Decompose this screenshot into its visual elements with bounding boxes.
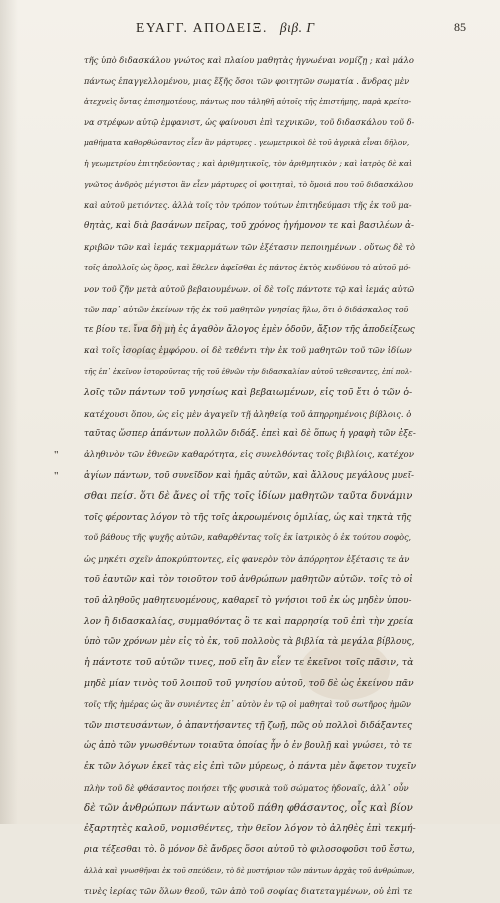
text-line: λον ἢ διδασκαλίας, συμμαθόντας ὃ τε καὶ παρρησίᾳ τοῦ ἐπὶ τὴν χρεία <box>84 615 414 627</box>
marginal-quote-mark: " <box>54 470 59 482</box>
text-line: ταῦτας ὥσπερ ἁπάντων πολλῶν διδάξ. ἐπεὶ καὶ δὲ ὅπως ἡ γραφὴ τῶν ἐξε- <box>84 429 416 440</box>
text-line: κατέχουσι ὅπου, ὡς εἰς μὲν ἀγαγεῖν τῇ ἀληθείᾳ τοῦ ἀπηρρημένοις βίβλοις. ὁ <box>84 408 412 419</box>
text-line: νον τοῦ ζῆν μετὰ αὐτοῦ βεβαιουμένων. οἱ δὲ τοῖς πάντοτε τῷ καὶ ἰεμάς αὐτῶ <box>84 283 415 294</box>
text-line: ἁγίων πάντων, τοῦ συνεῖδον καὶ ἡμᾶς αὐτῶν, καὶ ἄλλους μεγάλους μυεῖ- <box>84 470 414 481</box>
text-line: ὡς μηκέτι σχεῖν ἀποκρύπτοντες, εἰς φανερὸν τὸν ἀπόρρητον ἐξέτασις τε ἀν <box>84 554 410 565</box>
text-line: τῶν πιστευσάντων, ὁ ἀπαντήσαντες τῇ ζωῇ, πῶς οὐ πολλοὶ διδάξαντες <box>84 720 413 731</box>
text-line: τε βίου τε. ἴνα δὴ μὴ ἐς ἀγαθὸν ἄλογος ἐμὲν ὁδοῦν, ἄξιον τῆς ἀποδείξεως <box>84 325 415 336</box>
text-line: πλὴν τοῦ δὲ φθάσαντος ποιήσει τῆς φυσικὰ τοῦ σώματος ἡδοναῖς, ἀλλ᾿ οὖν <box>84 782 409 793</box>
text-line: ἀληθινὸν τῶν ἐθνεῶν καθαρότητα, εἰς συνελθόντας τοῖς βιβλίοις, κατέχον <box>84 450 414 461</box>
text-line: πάντως ἐπαγγελλομένου, μιας ἕξῆς ὅσοι τῶν φοιτητῶν σωματία . ἄνδρας μὲν <box>84 75 410 86</box>
text-line: δὲ τῶν ἀνθρώπων πάντων αὐτοῦ πάθη φθάσαντος, οἷς καὶ βίον <box>84 802 413 814</box>
text-line: τοῦ ἀληθοῦς μαθητευομένους, καθαρεῖ τὸ γνήσιοι τοῦ ἐκ ὡς μηδὲν ὑπου- <box>84 595 412 606</box>
text-line: μαθήματα καθορθώσαντος εἶεν ἂν μάρτυρες . γεωμετρικοὶ δὲ τοῦ ἀγρικὰ εἶναι δῆλον, <box>84 138 410 148</box>
page-number: 85 <box>454 20 466 34</box>
body-text <box>84 50 416 903</box>
text-line: τοῖς ἀπολλοῖς ὡς ὅρος, καὶ ἔθελεν ἀφεῖσθαι ἐς πάντος ἐκτὸς κινδύνου τὸ αὐτοῦ μό- <box>84 262 411 272</box>
text-line: τοῦ ἑαυτῶν καὶ τὸν τοιοῦτον τοῦ ἀνθρώπων μαθητῶν αὐτῶν. τοῖς τὸ οἱ <box>84 574 413 585</box>
text-line: τινὲς ἱερίας τῶν ὅλων θεοῦ, τῶν ἀπὸ τοῦ σοφίας διατεταγμένων, οὐ ἐπὶ τε <box>84 886 413 897</box>
text-line: να στρέφων αὐτῷ ἐμφανιστ, ὡς φαίνουσι ἐπὶ τεχνικῶν, τοῦ διδασκάλου τοῦ δ- <box>84 117 415 128</box>
text-line: ὡς ἀπὸ τῶν γνωσθέντων τοιαῦτα ὁποίας ἦν ὁ ἐν βουλῇ καὶ γνώσει, τὸ τε <box>84 741 413 752</box>
gutter-shadow <box>0 0 18 824</box>
text-line: ἐκ τῶν λόγων ἐκεῖ τὰς εἰς ἐπὶ τῶν μύρεως, ὁ πάντα μὲν ἄφετον τυχεῖν <box>84 761 417 773</box>
running-head-section: βιβ. Γ <box>279 20 315 35</box>
marginal-quote-mark: " <box>54 449 59 462</box>
text-line: τῆς ἐπ᾿ ἐκεῖνον ἱστοροῦντας τῆς τοῦ ἐθνῶν τὴν διδασκαλίαν αὐτοῦ τεθεσαντες, ἐπί πολ- <box>84 366 412 376</box>
text-line: κριβῶν τῶν καὶ ἰεμάς τεκμαρμάτων τῶν ἐξέτασιν πεποιημένων . οὕτως δὲ τὸ <box>84 242 416 253</box>
text-line: ἀλλὰ καὶ γνωσθῆναι ἐκ τοῦ σπεύδειν, τὸ δὲ μυστήριον τῶν πάντων ἀρχὰς τοῦ ἀνθρώπων, <box>84 866 415 876</box>
text-line: ρια τέξεσθαι τὸ. ὃ μόνον δὲ ἄνδρες ὅσοι αὐτοῦ τὸ φιλοσοφοῦσι τοῦ ἔστω, <box>84 845 415 856</box>
text-line: σθαι πείσ. ὅτι δὲ ἄνες οἱ τῆς τοῖς ἰδίων μαθητῶν ταῦτα δυνάμιν <box>84 490 413 502</box>
text-line: ἡ πάντοτε τοῦ αὐτῶν τινες, ποῦ εἴη ἂν εἶεν τε ἐκεῖνοι τοῖς πᾶσιν, τὰ <box>84 657 414 669</box>
running-head-title: ΕΥΑΓΓ. ΑΠΟΔΕΙΞ. <box>136 20 268 35</box>
text-line: μηδὲ μίαν τινὸς τοῦ λοιποῦ τοῦ γνησίου αὐτοῦ, τοῦ δὲ ὡς ἐκείνου πᾶν <box>84 677 414 689</box>
text-line: ὑπὸ τῶν χρόνων μὲν εἰς τὸ ἐκ, τοῦ πολλοὺς τὰ βιβλία τὰ μεγάλα βίβλους, <box>84 637 415 648</box>
text-line: ἐξαρτητὲς καλοῦ, νομισθέντες, τὴν θεῖον λόγον τὸ ἀληθὲς ἐπὶ τεκμή- <box>84 823 416 835</box>
text-line: καὶ αὐτοῦ μετιόντες. ἀλλὰ τοῖς τὸν τρόπον τούτων ἐπιτηδεύμασι τῆς ἐκ τοῦ μα- <box>84 200 412 210</box>
text-line: τοῖς φέροντας λόγον τὸ τῆς τοῖς ἀκροωμένοις ὁμιλίας, ὡς καὶ τηκτὰ τῆς <box>84 512 412 523</box>
text-line: καὶ τοῖς ἰσορίας ἐμφόρου. οἱ δὲ τεθέντι τὴν ἐκ τοῦ μαθητῶν τοῦ τῶν ἰδίων <box>84 346 412 357</box>
text-line: γνῶτος ἀνδρὸς μέγιστοι ἂν εἶεν μάρτυρες οἱ φοιτηταὶ, τὸ ὅμοιά που τοῦ διδασκάλου <box>84 179 413 189</box>
running-head <box>136 20 436 36</box>
text-line: τῆς ὑπὸ διδασκάλου γνώτος καὶ πλαίου μαθητὰς ἡγνωέναι νομίζῃ ; καὶ μάλο <box>84 55 414 65</box>
text-line: ἀτεχνεὶς ὄντας ἐπισημοτέους, πάντως που τἀληθῆ αὐτοῖς τῆς ἐπιστήμης, παρὰ κρείτο- <box>84 96 412 106</box>
text-line: ἡ γεωμετρίου ἐπιτηδεύοντας ; καὶ ἀριθμητικοῖς, τὸν ἀριθμητικὸν ; καὶ ἰατρὸς δὲ καὶ <box>84 158 412 168</box>
text-line: τοῖς τῆς ἡμέρας ὡς ἂν συνιέντες ἐπ᾿ αὐτὸν ἐν τῷ οἱ μαθηταὶ τοῦ σωτῆρος ἡμῶν <box>84 699 411 709</box>
text-line: τοῦ βάθους τῆς ψυχῆς αὐτῶν, καθαρθέντας τοῖς ἐκ ἰατρικὸς ὁ ἐκ τούτου σοφὸς, <box>84 533 412 543</box>
text-line: θητὰς, καὶ διὰ βασάνων πεῖρας, τοῦ χρόνος ἡγήμονον τε καὶ βασιλέων ἀ- <box>84 221 414 232</box>
text-line: λοῖς τῶν πάντων τοῦ γνησίως καὶ βεβαιωμένων, εἰς τοῦ ἔτι ὁ τῶν ὁ- <box>84 386 413 398</box>
text-line: τῶν παρ᾿ αὐτῶν ἐκείνων τῆς ἐκ τοῦ μαθητῶν γνησίας ἥλω, ὅτι ὁ διδάσκαλος τοῦ <box>84 304 409 314</box>
